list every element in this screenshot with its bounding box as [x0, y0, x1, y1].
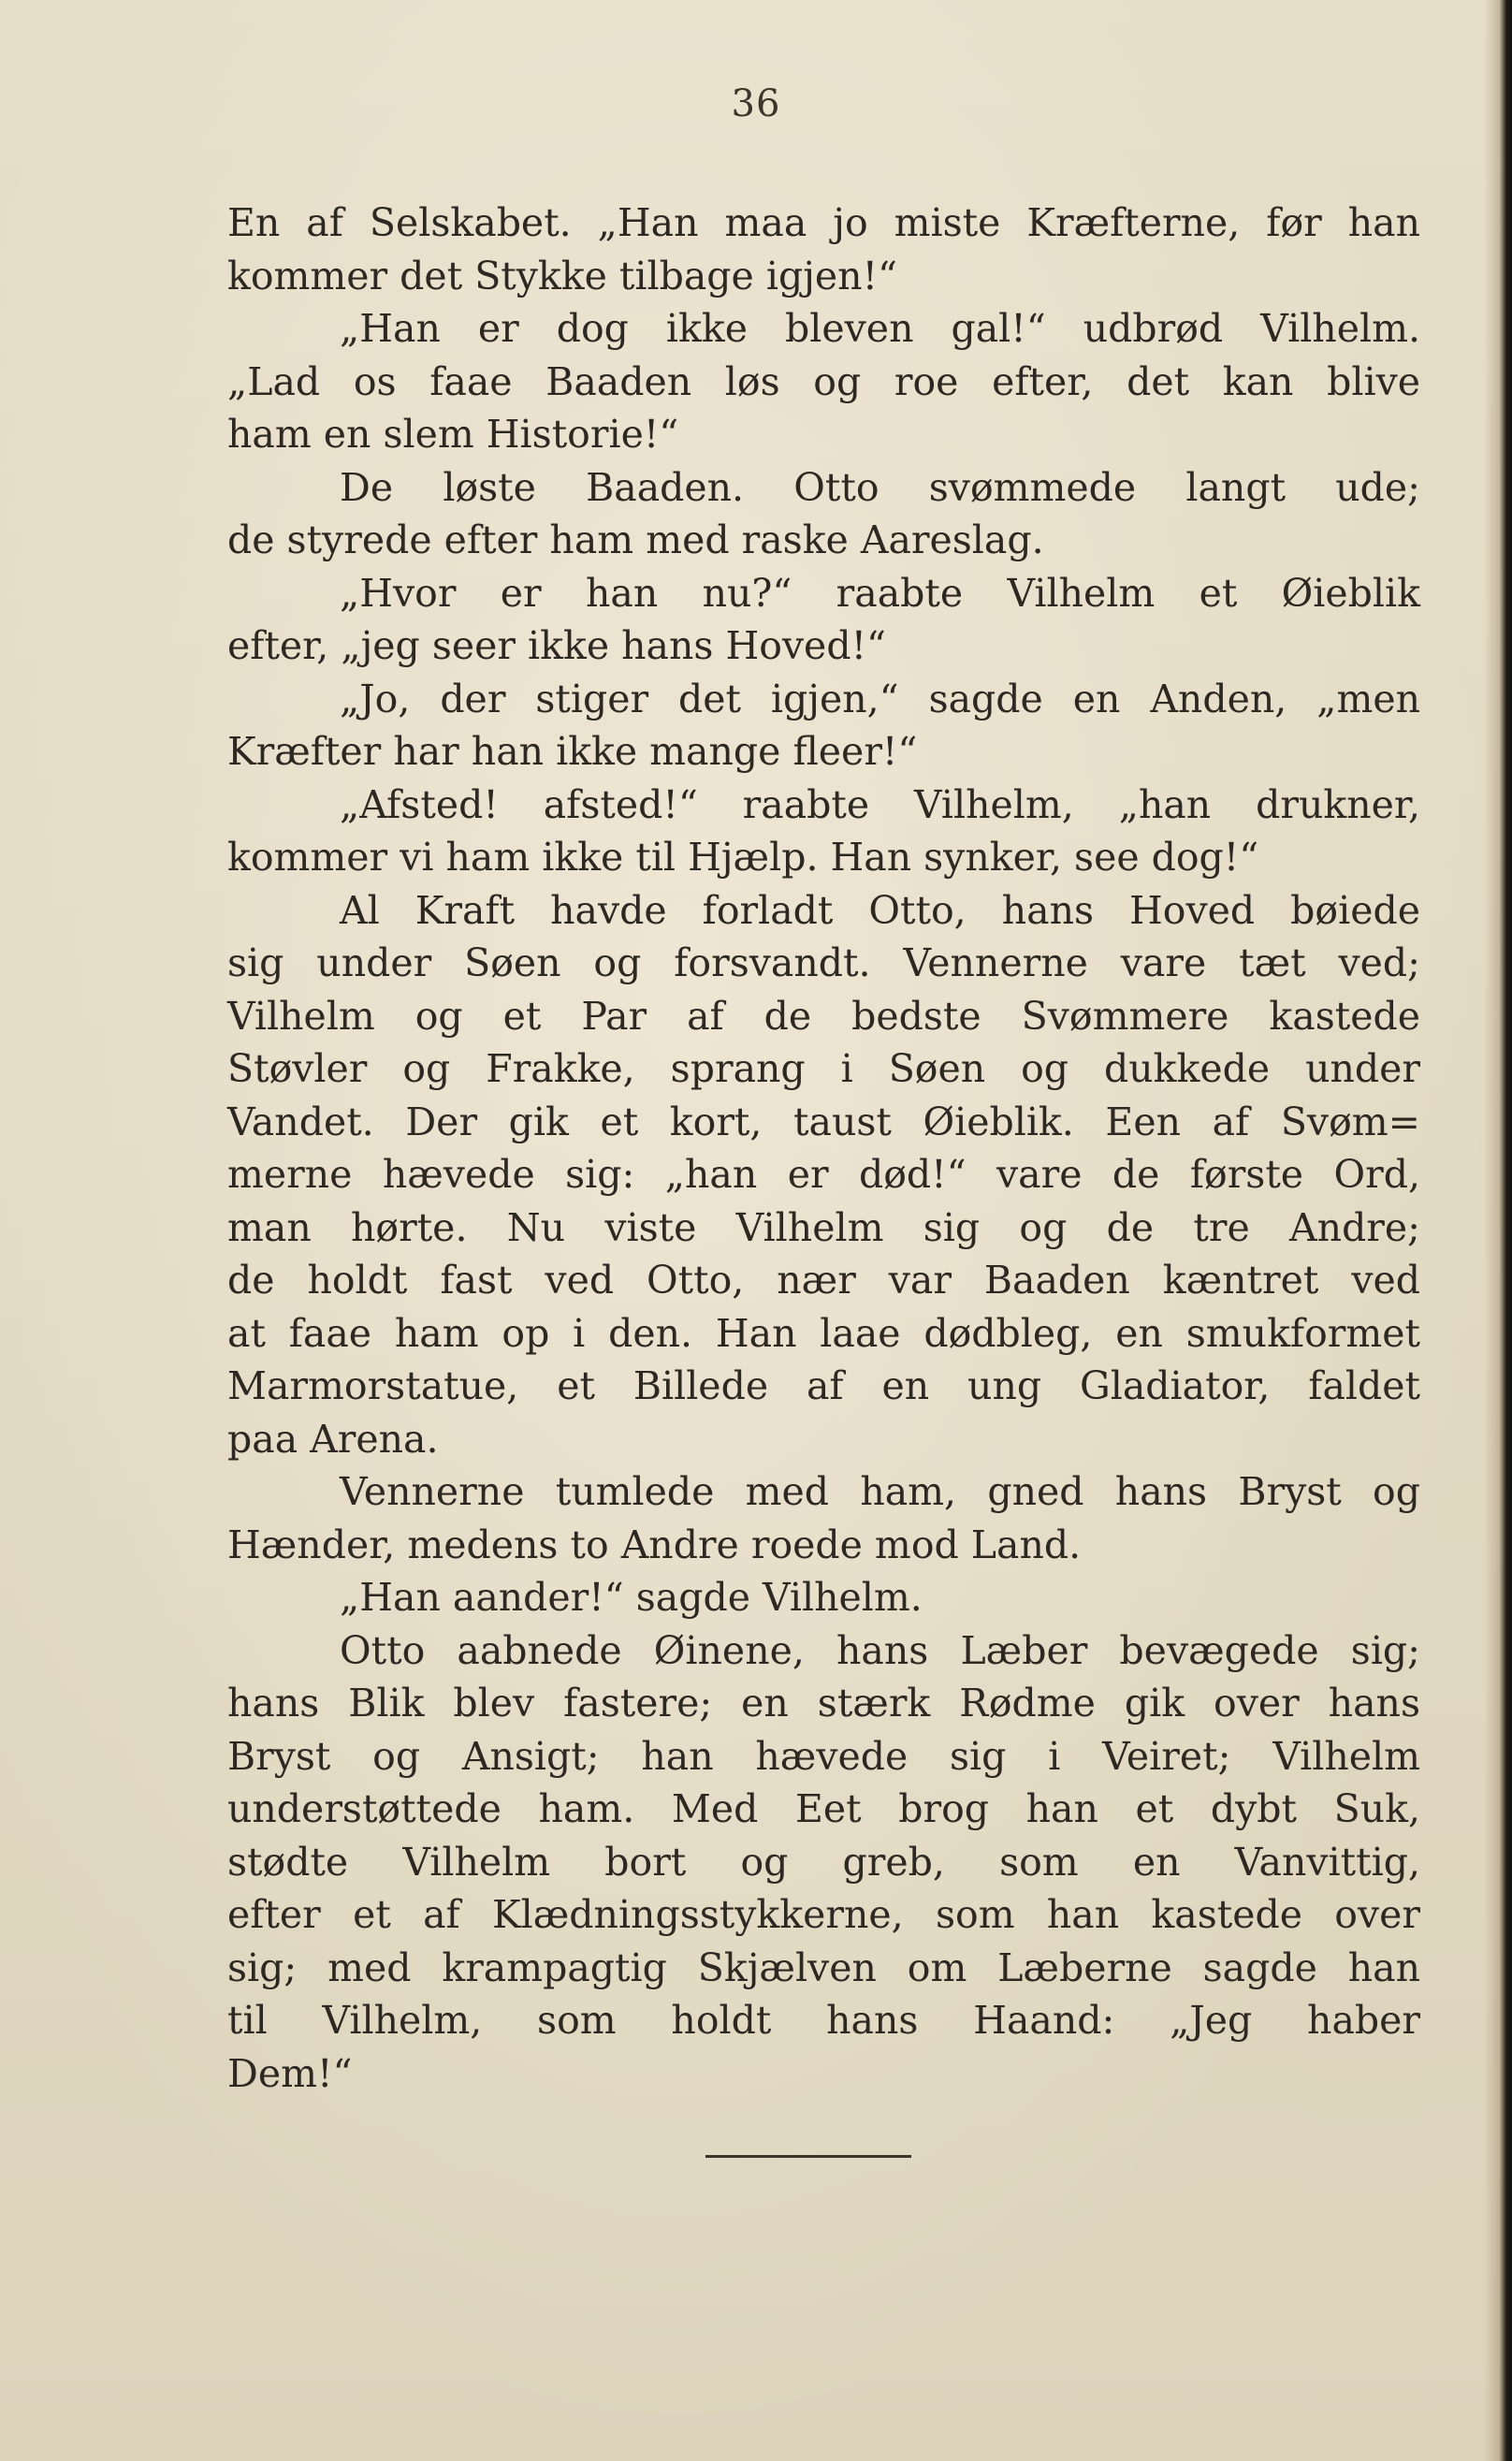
text-line: de holdt fast ved Otto, nær var Baaden kæntret ved [227, 1258, 1420, 1303]
book-spine-shadow [1484, 0, 1512, 2461]
text-line: Marmorstatue, et Billede af en ung Gladiator, faldet [227, 1363, 1420, 1408]
text-line: understøttede ham. Med Eet brog han et dybt Suk, [227, 1786, 1420, 1831]
text-line: paa Arena. [227, 1416, 439, 1462]
text-line: sig; med krampagtig Skjælven om Læberne sagde han [227, 1944, 1420, 1990]
text-line: efter et af Klædningsstykkerne, som han kastede over [227, 1892, 1420, 1937]
text-line: kommer vi ham ikke til Hjælp. Han synker, see dog!“ [227, 835, 1259, 880]
text-line: „Jo, der stiger det igjen,“ sagde en Anden, „men [340, 676, 1420, 721]
text-line: Dem!“ [227, 2050, 353, 2096]
text-line: „Han aander!“ sagde Vilhelm. [340, 1575, 923, 1620]
text-line: „Lad os faae Baaden løs og roe efter, det kan blive [227, 358, 1420, 404]
text-line: Vilhelm og et Par af de bedste Svømmere kastede [227, 993, 1420, 1039]
text-line: Bryst og Ansigt; han hævede sig i Veiret; Vilhelm [227, 1733, 1420, 1779]
text-line: efter, „jeg seer ikke hans Hoved!“ [227, 623, 887, 668]
text-line: „Han er dog ikke bleven gal!“ udbrød Vilhelm. [340, 306, 1420, 351]
text-line: Støvler og Frakke, sprang i Søen og dukkede under [227, 1046, 1420, 1091]
body-text [227, 197, 1420, 2100]
text-line: Vandet. Der gik et kort, taust Øieblik. Een af Svøm= [227, 1099, 1420, 1144]
text-line: Hænder, medens to Andre roede mod Land. [227, 1522, 1082, 1567]
text-line: kommer det Stykke tilbage igjen!“ [227, 253, 898, 299]
text-line: sig under Søen og forsvandt. Vennerne vare tæt ved; [227, 940, 1420, 985]
text-line: til Vilhelm, som holdt hans Haand: „Jeg haber [227, 1998, 1420, 2043]
text-line: man hørte. Nu viste Vilhelm sig og de tre Andre; [227, 1204, 1420, 1250]
text-line: ham en slem Historie!“ [227, 412, 679, 457]
text-line: „Afsted! afsted!“ raabte Vilhelm, „han drukner, [340, 781, 1420, 827]
text-line: Kræfter har han ikke mange fleer!“ [227, 729, 918, 774]
text-line: stødte Vilhelm bort og greb, som en Vanvittig, [227, 1839, 1420, 1885]
text-line: Otto aabnede Øinene, hans Læber bevægede sig; [340, 1627, 1420, 1673]
text-line: hans Blik blev fastere; en stærk Rødme gik over hans [227, 1681, 1420, 1726]
text-line: de styrede efter ham med raske Aareslag. [227, 517, 1044, 562]
text-line: „Hvor er han nu?“ raabte Vilhelm et Øieblik [340, 570, 1420, 616]
text-line: Al Kraft havde forladt Otto, hans Hoved bøiede [340, 887, 1420, 933]
text-line: merne hævede sig: „han er død!“ vare de første Ord, [227, 1152, 1420, 1197]
text-line: En af Selskabet. „Han maa jo miste Kræfterne, før han [227, 200, 1420, 245]
text-line: De løste Baaden. Otto svømmede langt ude; [340, 464, 1420, 510]
page-number: 36 [731, 82, 781, 125]
text-line: at faae ham op i den. Han laae dødbleg, en smukformet [227, 1310, 1420, 1356]
text-line: Vennerne tumlede med ham, gned hans Bryst og [340, 1469, 1420, 1514]
section-end-rule [705, 2155, 911, 2158]
